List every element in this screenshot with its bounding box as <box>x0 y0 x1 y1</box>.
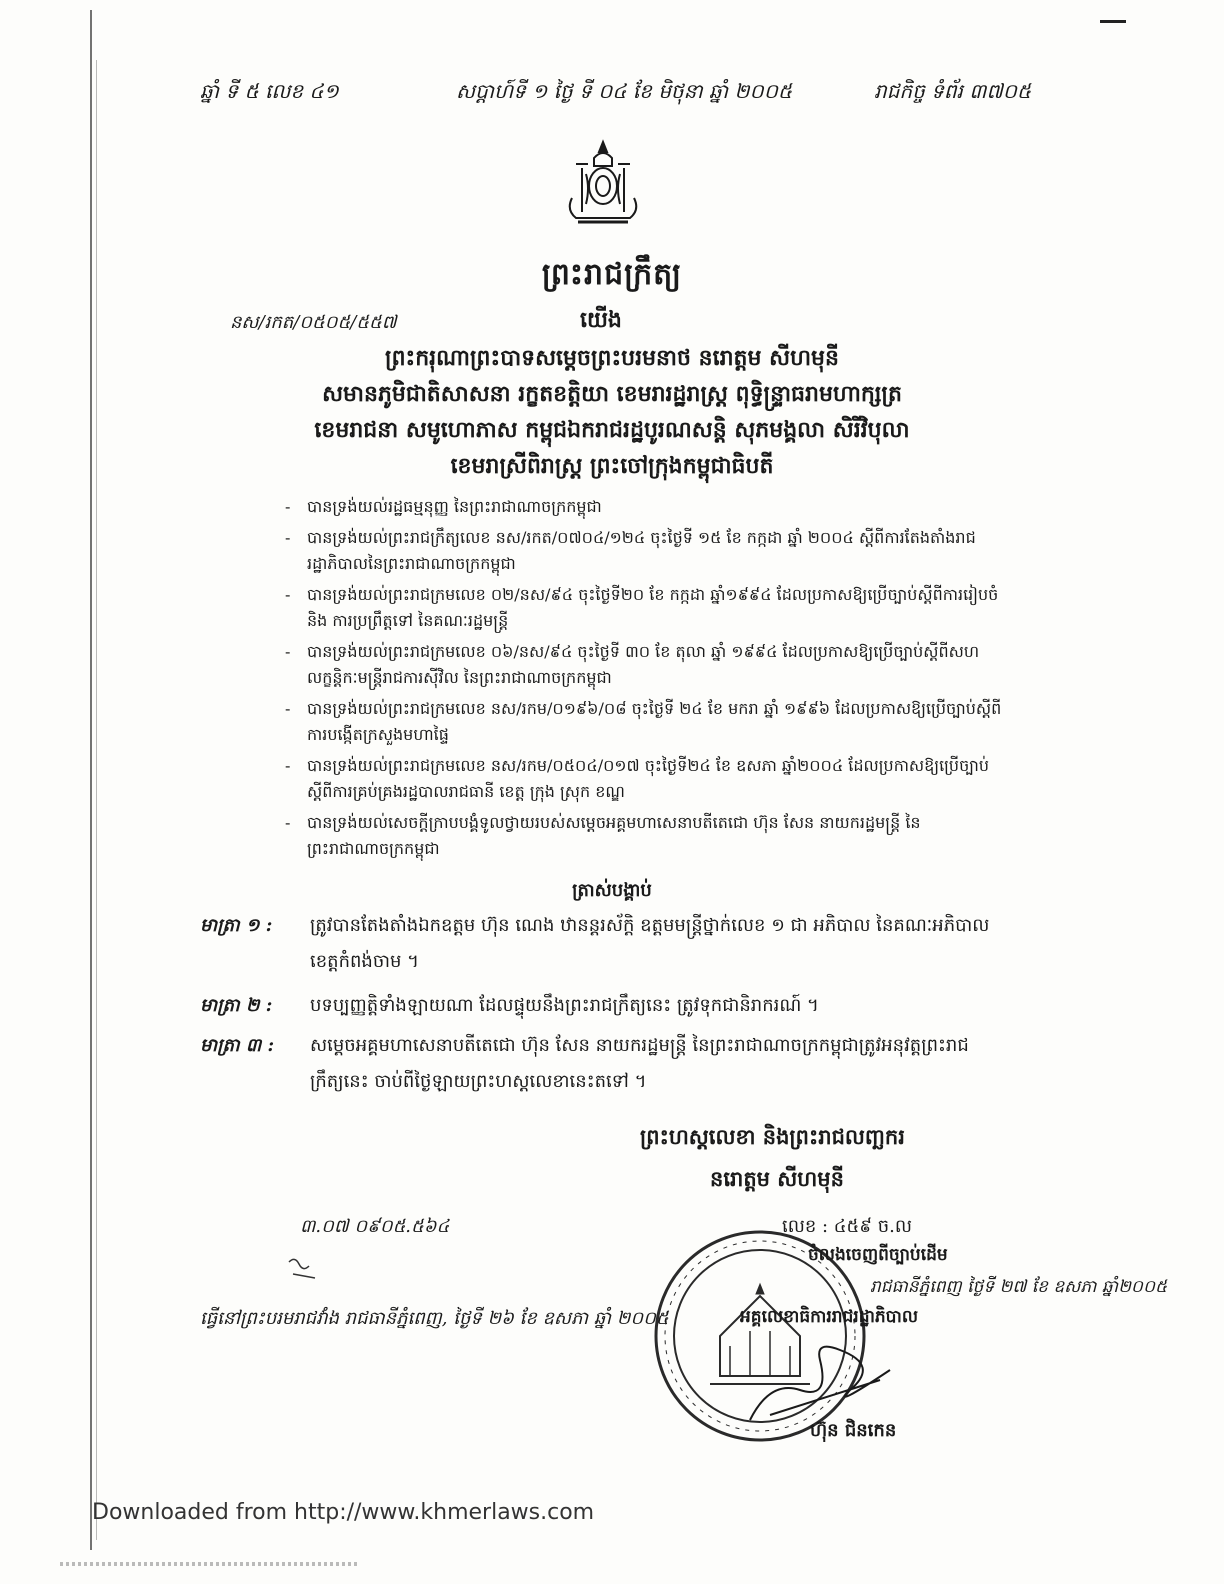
header-page: រាជកិច្ច ទំព័រ ៣៧០៥ <box>874 79 1032 103</box>
registration-number: ៣.០៧ ០៩០៥.៥៦៤ <box>300 1216 450 1237</box>
reference-item: - បានទ្រង់យល់ព្រះរាជក្រមលេខ នស/រកម/០៥០៤/០១៧ ចុះថ្ងៃទី២៤ ខែ ឧសភា ឆ្នាំ២០០៤ ដែលប្រកាសឱ្យប្រើច្បាប់ស្តីពីការគ្រប់គ្រងរដ្ឋបាលរាជធានី ខេត្ត ក្រុង ស្រុក ខណ្ឌ <box>285 756 989 801</box>
document-number: នស/រកត/០៥០៥/៥៥៧ <box>230 312 397 333</box>
document-title: ព្រះរាជក្រឹត្យ <box>541 257 683 292</box>
handwritten-signature-icon <box>730 1320 910 1430</box>
reference-item: - បានទ្រង់យល់រដ្ឋធម្មនុញ្ញ នៃព្រះរាជាណាចក្រកម្ពុជា <box>285 497 602 516</box>
corner-mark <box>1100 20 1126 23</box>
reference-item: - បានទ្រង់យល់សេចក្តីក្រាបបង្គំទូលថ្វាយរបស់សម្តេចអគ្គមហាសេនាបតីតេជោ ហ៊ុន សែន នាយករដ្ឋមន្ត្រី នៃព្រះរាជាណាចក្រកម្ពុជា <box>285 813 921 858</box>
article-label: មាត្រា ៣ : <box>200 1035 275 1056</box>
office-title: អគ្គលេខាធិការរាជរដ្ឋាភិបាល <box>740 1307 919 1327</box>
legal-references <box>285 494 1005 867</box>
header-issue: ឆ្នាំ ទី ៥ លេខ ៤១ <box>200 79 339 103</box>
article-2 <box>200 988 1000 1024</box>
handwritten-mark-icon <box>285 1254 325 1284</box>
we-heading: យើង <box>580 307 622 333</box>
reference-item: - បានទ្រង់យល់ព្រះរាជក្រមលេខ ០២/នស/៩៤ ចុះថ្ងៃទី២០ ខែ កក្កដា ឆ្នាំ១៩៩៤ ដែលប្រកាសឱ្យប្រើច្បាប់ស្តីពីការរៀបចំ និង ការប្រព្រឹត្តទៅ នៃគណៈរដ្ឋមន្ត្រី <box>285 585 999 630</box>
royal-title-line: ខេមរាជនា សមូហោភាស កម្ពុជឯករាជរដ្ឋបូរណសន្តិ សុភមង្គលា សិរីវិបុលា <box>314 417 910 443</box>
article-text: សម្តេចអគ្គមហាសេនាបតីតេជោ ហ៊ុន សែន នាយករដ្ឋមន្ត្រី នៃព្រះរាជាណាចក្រកម្ពុជាត្រូវអនុវត្តព្រះរាជក្រឹត្យនេះ ចាប់ពីថ្ងៃឡាយព្រះហស្តលេខានេះតទៅ ។ <box>310 1035 969 1092</box>
article-3 <box>200 1028 1000 1100</box>
decree-heading: ត្រាស់បង្គាប់ <box>572 880 652 901</box>
article-label: មាត្រា ២ : <box>200 995 273 1016</box>
royal-signature-name: នរោត្តម សីហមុនី <box>710 1166 844 1191</box>
certified-copy-note: ចំលងចេញពីច្បាប់ដើម <box>808 1245 948 1265</box>
reference-item: - បានទ្រង់យល់ព្រះរាជក្រឹត្យលេខ នស/រកត/០៧០៤/១២៤ ចុះថ្ងៃទី ១៥ ខែ កក្កដា ឆ្នាំ ២០០៤ ស្តីពីការតែងតាំងរាជរដ្ឋាភិបាលនៃព្រះរាជាណាចក្រកម្ពុជា <box>285 528 976 573</box>
royal-title-line: ព្រះករុណាព្រះបាទសម្តេចព្រះបរមនាថ នរោត្តម សីហមុនី <box>385 345 839 371</box>
royal-arms-icon <box>560 138 646 228</box>
copy-place-date: រាជធានីភ្នំពេញ ថ្ងៃទី ២៧ ខែ ឧសភា ឆ្នាំ២០០៥ <box>870 1277 1168 1297</box>
royal-title-line: ខេមរាស្រីពិរាស្ត្រ ព្រះចៅក្រុងកម្ពុជាធិបតី <box>450 453 774 479</box>
royal-signature-title: ព្រះហស្តលេខា និងព្រះរាជលញ្ឆករ <box>640 1124 905 1149</box>
article-label: មាត្រា ១ : <box>200 915 273 936</box>
article-text: បទប្បញ្ញត្តិទាំងឡាយណា ដែលផ្ទុយនឹងព្រះរាជក្រឹត្យនេះ ត្រូវទុកជានិរាករណ៍ ។ <box>310 995 819 1016</box>
reference-item: - បានទ្រង់យល់ព្រះរាជក្រមលេខ ០៦/នស/៩៤ ចុះថ្ងៃទី ៣០ ខែ តុលា ឆ្នាំ ១៩៩៤ ដែលប្រកាសឱ្យប្រើច្បាប់ស្តីពីសហលក្ខន្តិកៈមន្ត្រីរាជការស៊ីវិល នៃព្រះរាជាណាចក្រកម្ពុជា <box>285 642 980 687</box>
download-footer: Downloaded from http://www.khmerlaws.com <box>92 1500 595 1525</box>
reference-item: - បានទ្រង់យល់ព្រះរាជក្រមលេខ នស/រកម/០១៩៦/០៨ ចុះថ្ងៃទី ២៤ ខែ មករា ឆ្នាំ ១៩៩៦ ដែលប្រកាសឱ្យប្រើច្បាប់ស្តីពីការបង្កើតក្រសួងមហាផ្ទៃ <box>285 699 1002 744</box>
gazette-header <box>200 78 1050 108</box>
header-date: សប្តាហ៍ទី ១ ថ្ងៃ ទី ០៤ ខែ មិថុនា ឆ្នាំ ២០០៥ <box>456 79 793 103</box>
signing-place-date: ធ្វើនៅព្រះបរមរាជវាំង រាជធានីភ្នំពេញ, ថ្ងៃទី ២៦ ខែ ឧសភា ឆ្នាំ ២០០៥ <box>200 1308 669 1329</box>
scan-noise <box>60 1562 360 1566</box>
copy-reference-number: លេខ : ៤៥៩ ច.ល <box>782 1216 913 1237</box>
article-text: ត្រូវបានតែងតាំងឯកឧត្តម ហ៊ុន ណេង ឋានន្តរស័ក្តិ ឧត្តមមន្ត្រីថ្នាក់លេខ ១ ជា អភិបាល នៃគណៈអភិបាលខេត្តកំពង់ចាម ។ <box>310 915 990 972</box>
article-1 <box>200 908 1000 980</box>
royal-title-line: សមានភូមិជាតិសាសនា រក្ខតខត្តិយា ខេមរារដ្ឋរាស្ត្រ ពុទ្ធិន្ទ្រាធរាមហាក្សត្រ <box>322 381 902 407</box>
official-name: ហ៊ុន ជិនកេន <box>810 1420 897 1441</box>
margin-line <box>90 10 92 1550</box>
